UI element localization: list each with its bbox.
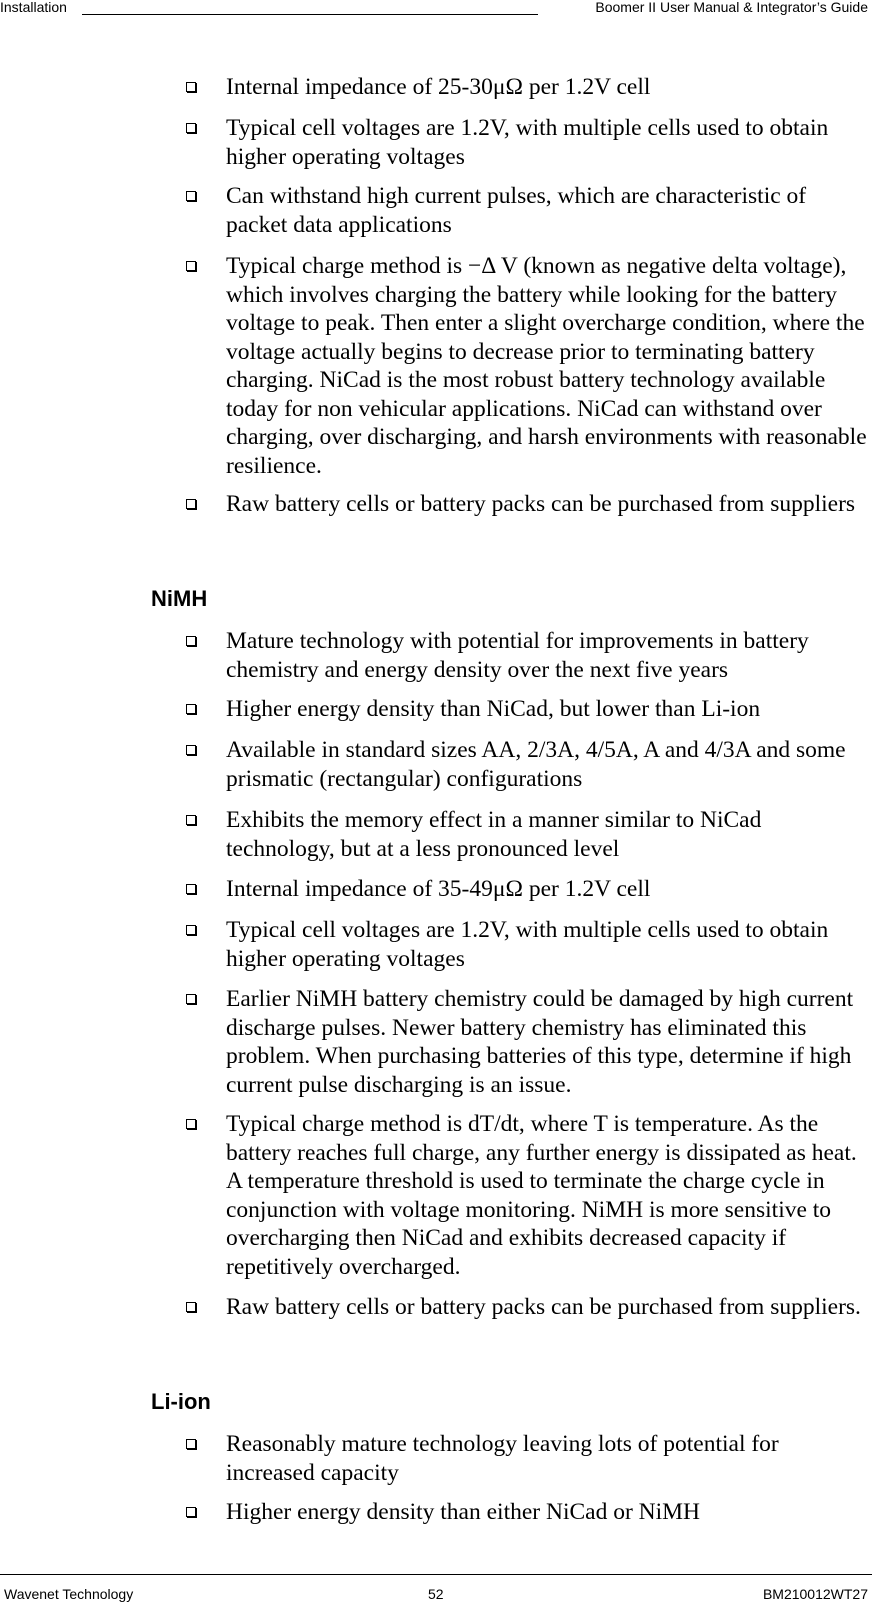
bullet-text: Internal impedance of 25-30μΩ per 1.2V cell [226, 74, 651, 100]
bullet-text: Raw battery cells or battery packs can be purchased from suppliers. [226, 1294, 861, 1320]
checkbox-bullet-icon [186, 191, 196, 201]
bullet-text: Higher energy density than either NiCad or NiMH [226, 1499, 701, 1525]
checkbox-bullet-icon [186, 1439, 196, 1449]
checkbox-bullet-icon [186, 1119, 196, 1129]
bullet-item [226, 695, 872, 724]
bullet-item [226, 985, 872, 1099]
checkbox-bullet-icon [186, 815, 196, 825]
bullet-text: Raw battery cells or battery packs can be purchased from suppliers [226, 491, 856, 517]
checkbox-bullet-icon [186, 1302, 196, 1312]
checkbox-bullet-icon [186, 82, 196, 92]
bullet-item [226, 1110, 872, 1281]
bullet-item [226, 252, 872, 480]
bullet-text: Mature technology with potential for improvements in battery chemistry and energy density over the next five years [226, 628, 809, 683]
bullet-item [226, 1293, 872, 1322]
checkbox-bullet-icon [186, 884, 196, 894]
bullet-item [226, 916, 872, 973]
checkbox-bullet-icon [186, 704, 196, 714]
bullet-text: Typical cell voltages are 1.2V, with multiple cells used to obtain higher operating voltages [226, 917, 829, 972]
header-rule [82, 14, 538, 15]
bullet-item [226, 627, 872, 684]
bullet-text: Internal impedance of 35-49μΩ per 1.2V cell [226, 876, 651, 902]
section-heading-liion: Li-ion [151, 1389, 211, 1414]
bullet-text: Typical cell voltages are 1.2V, with multiple cells used to obtain higher operating voltages [226, 115, 829, 170]
bullet-text: Earlier NiMH battery chemistry could be damaged by high current discharge pulses. Newer battery chemistry has eliminated this problem. When purchasing batteries of this type, determine if high current pulse discharging is an issue. [226, 986, 854, 1098]
section-heading-nimh: NiMH [151, 586, 208, 611]
page-footer [0, 1586, 868, 1604]
page-header [0, 0, 868, 20]
bullet-item [226, 875, 872, 904]
checkbox-bullet-icon [186, 123, 196, 133]
bullet-text: Typical charge method is dT/dt, where T is temperature. As the battery reaches full charge, any further energy is dissipated as heat. A temperature threshold is used to terminate the charge cycle in conjunction with voltage monitoring. NiMH is more sensitive to overcharging then NiCad and exhibits decreased capacity if repetitively overcharged. [226, 1111, 857, 1280]
bullet-item [226, 114, 872, 171]
footer-rule [0, 1574, 872, 1575]
bullet-text: Can withstand high current pulses, which are characteristic of packet data applications [226, 183, 807, 238]
bullet-item [226, 182, 872, 239]
bullet-item [226, 73, 872, 102]
bullet-item [226, 1498, 872, 1527]
bullet-text: Higher energy density than NiCad, but lower than Li-ion [226, 696, 761, 722]
header-section-label: Installation [0, 0, 67, 15]
bullet-item [226, 806, 872, 863]
bullet-text: Reasonably mature technology leaving lots of potential for increased capacity [226, 1431, 779, 1486]
footer-company: Wavenet Technology [4, 1586, 134, 1602]
bullet-item [226, 1430, 872, 1487]
header-document-title: Boomer II User Manual & Integrator’s Guide [595, 0, 868, 15]
bullet-text: Typical charge method is −Δ V (known as negative delta voltage), which involves charging the battery while looking for the battery voltage to peak. Then enter a slight overcharge condition, where the voltage actually begins to decrease prior to terminating battery charging. NiCad is the most robust battery technology available today for non vehicular applications. NiCad can withstand over charging, over discharging, and harsh environments with reasonable resilience. [226, 253, 867, 479]
checkbox-bullet-icon [186, 994, 196, 1004]
footer-document-id: BM210012WT27 [762, 1586, 868, 1602]
checkbox-bullet-icon [186, 261, 196, 271]
bullet-text: Available in standard sizes AA, 2/3A, 4/5A, A and 4/3A and some prismatic (rectangular) configurations [226, 737, 846, 792]
page-number: 52 [428, 1586, 444, 1602]
bullet-item [226, 736, 872, 793]
checkbox-bullet-icon [186, 1507, 196, 1517]
checkbox-bullet-icon [186, 745, 196, 755]
checkbox-bullet-icon [186, 499, 196, 509]
bullet-text: Exhibits the memory effect in a manner similar to NiCad technology, but at a less pronounced level [226, 807, 762, 862]
checkbox-bullet-icon [186, 925, 196, 935]
bullet-item [226, 490, 872, 519]
checkbox-bullet-icon [186, 636, 196, 646]
